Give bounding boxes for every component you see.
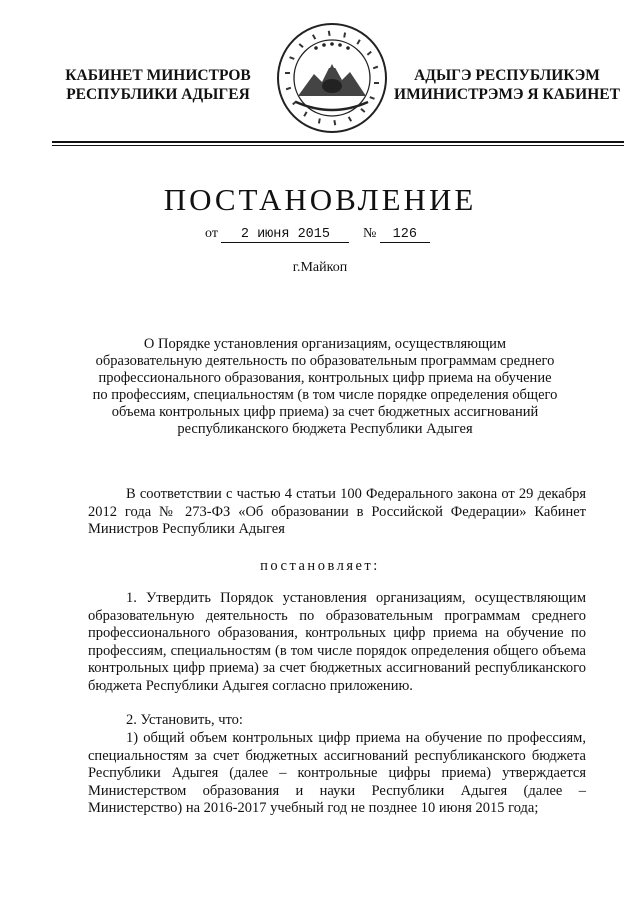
cabinet-name-russian	[58, 66, 258, 104]
document-subject: О Порядке установления организациям, осуществляющим образовательную деятельность по образовательным программам среднего профессионального образования, контрольных цифр приема на обучение по профессиям, специальностям (в том числе порядке определения общего объема контрольных цифр приема) за счет бюджетных ассигнований республиканского бюджета Республики Адыгея	[92, 336, 558, 437]
item-1-paragraph: 1. Утвердить Порядок установления организациям, осуществляющим образовательную деятельность по образовательным программам среднего профессионального образования, контрольных цифр приема на обучение по профессиям, специальностям (в том числе порядок определения общего объема контрольных цифр приема) за счет бюджетных ассигнований республиканского бюджета Республики Адыгея согласно приложению.	[88, 590, 586, 694]
header-rule-thin	[52, 145, 624, 146]
header-rule-thick	[52, 141, 624, 143]
number-value: 126	[380, 227, 430, 243]
cabinet-name-line1: КАБИНЕТ МИНИСТРОВ	[65, 67, 251, 84]
city: г.Майкоп	[292, 260, 348, 275]
decree-word: постановляет:	[260, 558, 380, 574]
date-number-line	[205, 226, 430, 243]
number-prefix: №	[362, 226, 377, 241]
document-title: ПОСТАНОВЛЕНИЕ	[163, 182, 477, 217]
date-prefix: от	[205, 226, 218, 241]
cabinet-name-adyghe-line1: АДЫГЭ РЕСПУБЛИКЭМ	[414, 67, 600, 84]
emblem-of-adygea-icon	[276, 22, 388, 134]
cabinet-name-line2: РЕСПУБЛИКИ АДЫГЕЯ	[66, 86, 250, 103]
date-value: 2 июня 2015	[221, 227, 349, 243]
cabinet-name-adyghe-line2: ИМИНИСТРЭМЭ Я КАБИНЕТ	[394, 86, 620, 103]
preamble-paragraph: В соответствии с частью 4 статьи 100 Федерального закона от 29 декабря 2012 года № 273-ФЗ «Об образовании в Российской Федерации» Кабинет Министров Республики Адыгея	[88, 486, 586, 537]
item-2-paragraph: 2. Установить, что:	[126, 712, 243, 728]
cabinet-name-adyghe	[392, 66, 622, 104]
item-2-1-paragraph: 1) общий объем контрольных цифр приема на обучение по профессиям, специальностям за счет бюджетных ассигнований республиканского бюджета Республики Адыгея (далее – контрольные цифры приема) утверждается Министерством образования и науки Республики Адыгея (далее – Министерство) на 2016-2017 учебный год не позднее 10 июня 2015 года;	[88, 730, 586, 816]
